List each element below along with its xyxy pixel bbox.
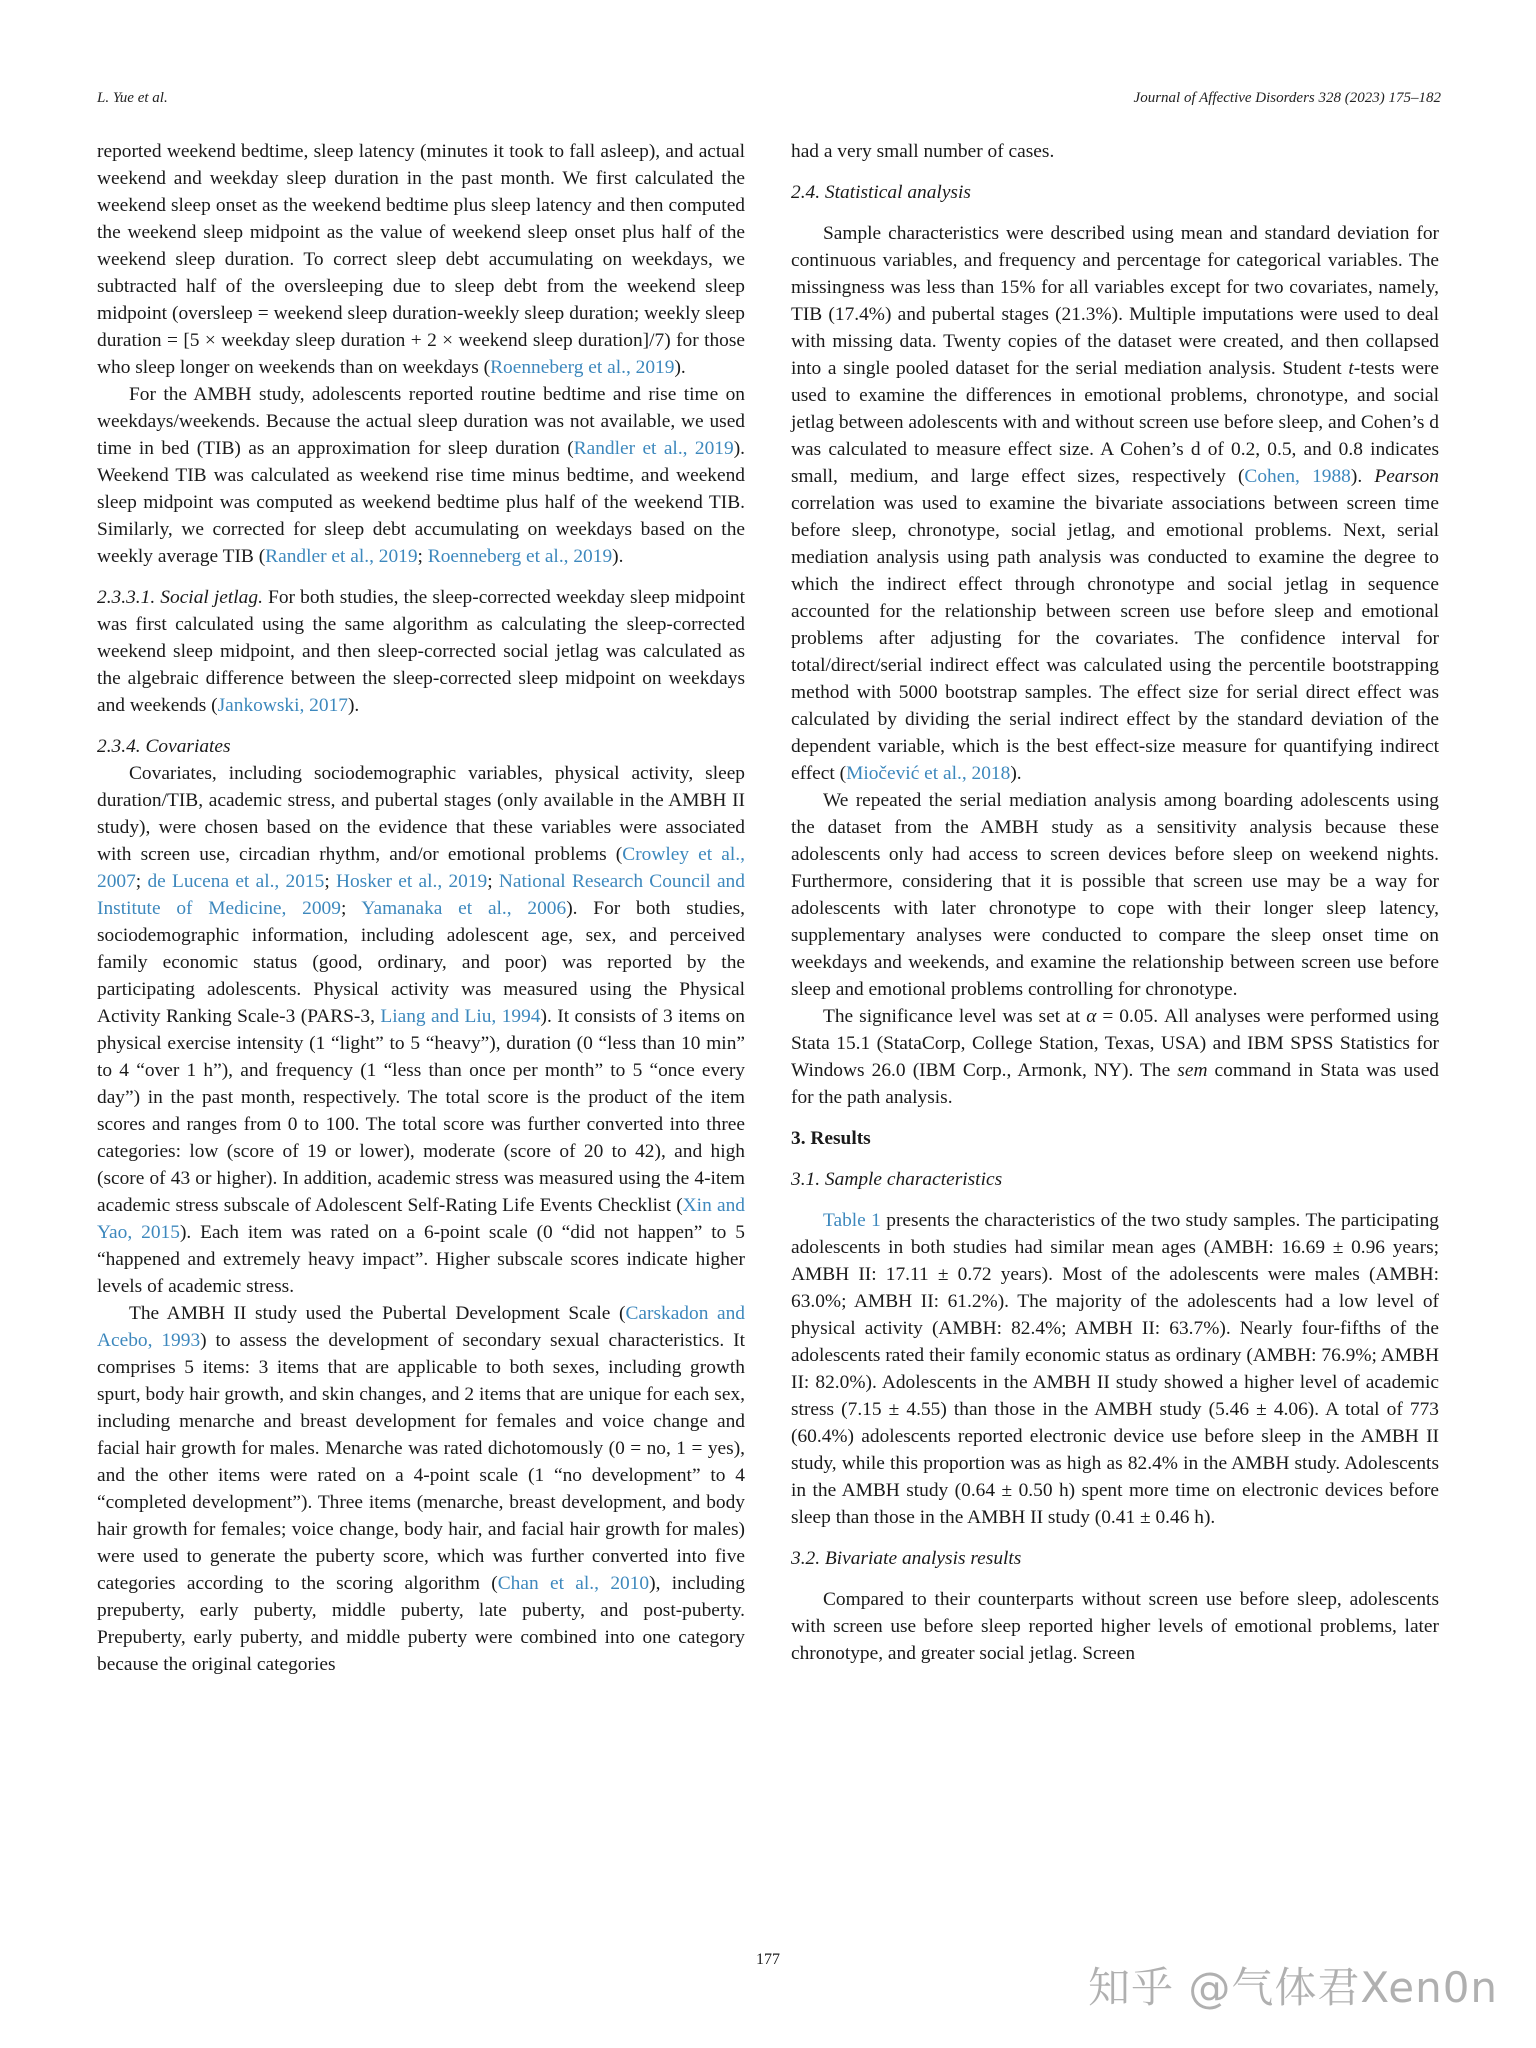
paragraph-sleep-midpoint: reported weekend bedtime, sleep latency (minutes it took to fall asleep), and actual weekend and weekday sleep duration in the past month. We first calculated the weekend sleep onset as the weekend bedtime plus sleep latency and then computed the weekend sleep midpoint as the value of weekend sleep onset plus half of the weekend sleep duration. To correct sleep debt accumulating on weekdays, we subtracted half of the oversleeping due to sleep debt from the weekend sleep midpoint (oversleep = weekend sleep duration-weekly sleep duration; weekly sleep duration = [5 × weekday sleep duration + 2 × weekend sleep duration]/7) for those who sleep longer on weekends than on weekdays (Roenneberg et al., 2019).	[97, 141, 745, 378]
right-column	[791, 138, 1439, 1667]
citation-link[interactable]: Jankowski, 2017	[217, 695, 348, 716]
citation-link[interactable]: National Research Council and Institute of Medicine, 2009	[97, 871, 745, 919]
citation-link[interactable]: de Lucena et al., 2015	[147, 871, 325, 892]
section-heading-bivariate-results: 3.2. Bivariate analysis results	[791, 1548, 1022, 1569]
citation-link[interactable]: Yamanaka et al., 2006	[361, 898, 567, 919]
citation-link[interactable]: Roenneberg et al., 2019	[427, 546, 613, 567]
citation-link[interactable]: Chan et al., 2010	[497, 1573, 650, 1594]
citation-link[interactable]: Crowley et al., 2007	[97, 844, 745, 892]
watermark: 知乎 @气体君Xen0n	[1088, 1963, 1499, 2012]
citation-link[interactable]: Hosker et al., 2019	[335, 871, 488, 892]
paragraph-significance-level: The significance level was set at α = 0.05. All analyses were performed using Stata 15.1 (StataCorp, College Station, Texas, USA) and IBM SPSS Statistics for Windows 26.0 (IBM Corp., Armonk, NY). The sem command in Stata was used for the path analysis.	[791, 1006, 1439, 1108]
section-heading-results: 3. Results	[791, 1128, 871, 1149]
section-heading-statistical-analysis: 2.4. Statistical analysis	[791, 182, 971, 203]
left-column	[97, 138, 745, 1678]
citation-link[interactable]: Randler et al., 2019	[573, 438, 734, 459]
section-heading-covariates: 2.3.4. Covariates	[97, 736, 231, 757]
paragraph-sensitivity-analysis: We repeated the serial mediation analysis among boarding adolescents using the dataset from the AMBH study as a sensitivity analysis because these adolescents only had access to screen devices before sleep on weekend nights. Furthermore, considering that it is possible that screen use may be a way for adolescents with later chronotype to cope with their longer sleep latency, supplementary analyses were conducted to compare the sleep onset time on weekdays and weekends, and examine the relationship between screen use before sleep and emotional problems controlling for chronotype.	[791, 790, 1439, 1000]
citation-link[interactable]: Xin and Yao, 2015	[97, 1195, 745, 1243]
paragraph-bivariate-results: Compared to their counterparts without screen use before sleep, adolescents with screen use before sleep reported higher levels of emotional problems, later chronotype, and greater social jetlag. Screen	[791, 1589, 1439, 1664]
paragraph-social-jetlag: 2.3.3.1. Social jetlag. For both studies, the sleep-corrected weekday sleep midpoint was first calculated using the same algorithm as calculating the sleep-corrected weekend sleep midpoint, and then sleep-corrected social jetlag was calculated as the algebraic difference between the sleep-corrected sleep midpoint on weekdays and weekends (Jankowski, 2017).	[97, 587, 745, 716]
citation-link[interactable]: Liang and Liu, 1994	[380, 1006, 541, 1027]
section-heading-social-jetlag: 2.3.3.1. Social jetlag.	[97, 587, 263, 608]
citation-link[interactable]: Carskadon and Acebo, 1993	[97, 1303, 745, 1351]
running-head-authors: L. Yue et al.	[97, 90, 168, 106]
table-link[interactable]: Table 1	[823, 1210, 881, 1231]
paragraph-ambh-tib: For the AMBH study, adolescents reported routine bedtime and rise time on weekdays/weekends. Because the actual sleep duration was not available, we used time in bed (TIB) as an approximation for sleep duration (Randler et al., 2019). Weekend TIB was calculated as weekend rise time minus bedtime, and weekend sleep midpoint was computed as weekend bedtime plus half of the weekend TIB. Similarly, we corrected for sleep debt accumulating on weekdays based on the weekly average TIB (Randler et al., 2019; Roenneberg et al., 2019).	[97, 384, 745, 567]
citation-link[interactable]: Roenneberg et al., 2019	[490, 357, 675, 378]
paragraph-statistical-methods: Sample characteristics were described using mean and standard deviation for continuous variables, and frequency and percentage for categorical variables. The missingness was less than 15% for all variables except for two covariates, namely, TIB (17.4%) and pubertal stages (21.3%). Multiple imputations were used to deal with missing data. Twenty copies of the dataset were created, and then collapsed into a single pooled dataset for the serial mediation analysis. Student t-tests were used to examine the differences in emotional problems, chronotype, and social jetlag between adolescents with and without screen use before sleep, and Cohen’s d was calculated to measure effect size. A Cohen’s d of 0.2, 0.5, and 0.8 indicates small, medium, and large effect sizes, respectively (Cohen, 1988). Pearson correlation was used to examine the bivariate associations between screen time before sleep, chronotype, social jetlag, and emotional problems. Next, serial mediation analysis using path analysis was conducted to examine the degree to which the indirect effect through chronotype and social jetlag in sequence accounted for the relationship between screen use before sleep and emotional problems after adjusting for the covariates. The confidence interval for total/direct/serial indirect effect was calculated using the percentile bootstrapping method with 5000 bootstrap samples. The effect size for serial direct effect was calculated by dividing the serial indirect effect by the standard deviation of the dependent variable, which is the best effect-size measure for quantifying indirect effect (Miočević et al., 2018).	[791, 223, 1439, 784]
paragraph-continued: had a very small number of cases.	[791, 141, 1055, 162]
paragraph-covariates: Covariates, including sociodemographic variables, physical activity, sleep duration/TIB, academic stress, and pubertal stages (only available in the AMBH II study), were chosen based on the evidence that these variables were associated with screen use, circadian rhythm, and/or emotional problems (Crowley et al., 2007; de Lucena et al., 2015; Hosker et al., 2019; National Research Council and Institute of Medicine, 2009; Yamanaka et al., 2006). For both studies, sociodemographic information, including adolescent age, sex, and perceived family economic status (good, ordinary, and poor) was reported by the participating adolescents. Physical activity was measured using the Physical Activity Ranking Scale-3 (PARS-3, Liang and Liu, 1994). It consists of 3 items on physical exercise intensity (1 “light” to 5 “heavy”), duration (0 “less than 10 min” to 4 “over 1 h”), and frequency (1 “less than once per month” to 5 “once every day”) in the past month, respectively. The total score is the product of the item scores and ranges from 0 to 100. The total score was further converted into three categories: low (score of 19 or lower), moderate (score of 20 to 42), and high (score of 43 or higher). In addition, academic stress was measured using the 4-item academic stress subscale of Adolescent Self-Rating Life Events Checklist (Xin and Yao, 2015). Each item was rated on a 6-point scale (0 “did not happen” to 5 “happened and extremely heavy impact”. Higher subscale scores indicate higher levels of academic stress.	[97, 763, 745, 1297]
section-heading-sample-characteristics: 3.1. Sample characteristics	[791, 1169, 1003, 1190]
paragraph-sample-characteristics: Table 1 presents the characteristics of the two study samples. The participating adolescents in both studies had similar mean ages (AMBH: 16.69 ± 0.96 years; AMBH II: 17.11 ± 0.72 years). Most of the adolescents were males (AMBH: 63.0%; AMBH II: 61.2%). The majority of the adolescents had a low level of physical activity (AMBH: 82.4%; AMBH II: 63.7%). Nearly four-fifths of the adolescents rated their family economic status as ordinary (AMBH: 76.9%; AMBH II: 82.0%). Adolescents in the AMBH II study showed a higher level of academic stress (7.15 ± 4.55) than those in the AMBH study (5.46 ± 4.06). A total of 773 (60.4%) adolescents reported electronic device use before sleep in the AMBH II study, while this proportion was as high as 82.4% in the AMBH study. Adolescents in the AMBH study (0.64 ± 0.50 h) spent more time on electronic devices before sleep than those in the AMBH II study (0.41 ± 0.46 h).	[791, 1210, 1439, 1528]
citation-link[interactable]: Miočević et al., 2018	[846, 763, 1011, 784]
citation-link[interactable]: Randler et al., 2019	[265, 546, 418, 567]
running-head-journal: Journal of Affective Disorders 328 (2023) 175–182	[1133, 90, 1441, 106]
paragraph-pubertal-development: The AMBH II study used the Pubertal Development Scale (Carskadon and Acebo, 1993) to assess the development of secondary sexual characteristics. It comprises 5 items: 3 items that are applicable to both sexes, including growth spurt, body hair growth, and skin changes, and 2 items that are unique for each sex, including menarche and breast development for females and voice change and facial hair growth for males. Menarche was rated dichotomously (0 = no, 1 = yes), and the other items were rated on a 4-point scale (1 “no development” to 4 “completed development”). Three items (menarche, breast development, and body hair growth for females; voice change, body hair, and facial hair growth for males) were used to generate the puberty score, which was further converted into five categories according to the scoring algorithm (Chan et al., 2010), including prepuberty, early puberty, middle puberty, late puberty, and post-puberty. Prepuberty, early puberty, and middle puberty were combined into one category because the original categories	[97, 1303, 745, 1675]
citation-link[interactable]: Cohen, 1988	[1244, 466, 1351, 487]
page-number: 177	[756, 1951, 780, 1968]
